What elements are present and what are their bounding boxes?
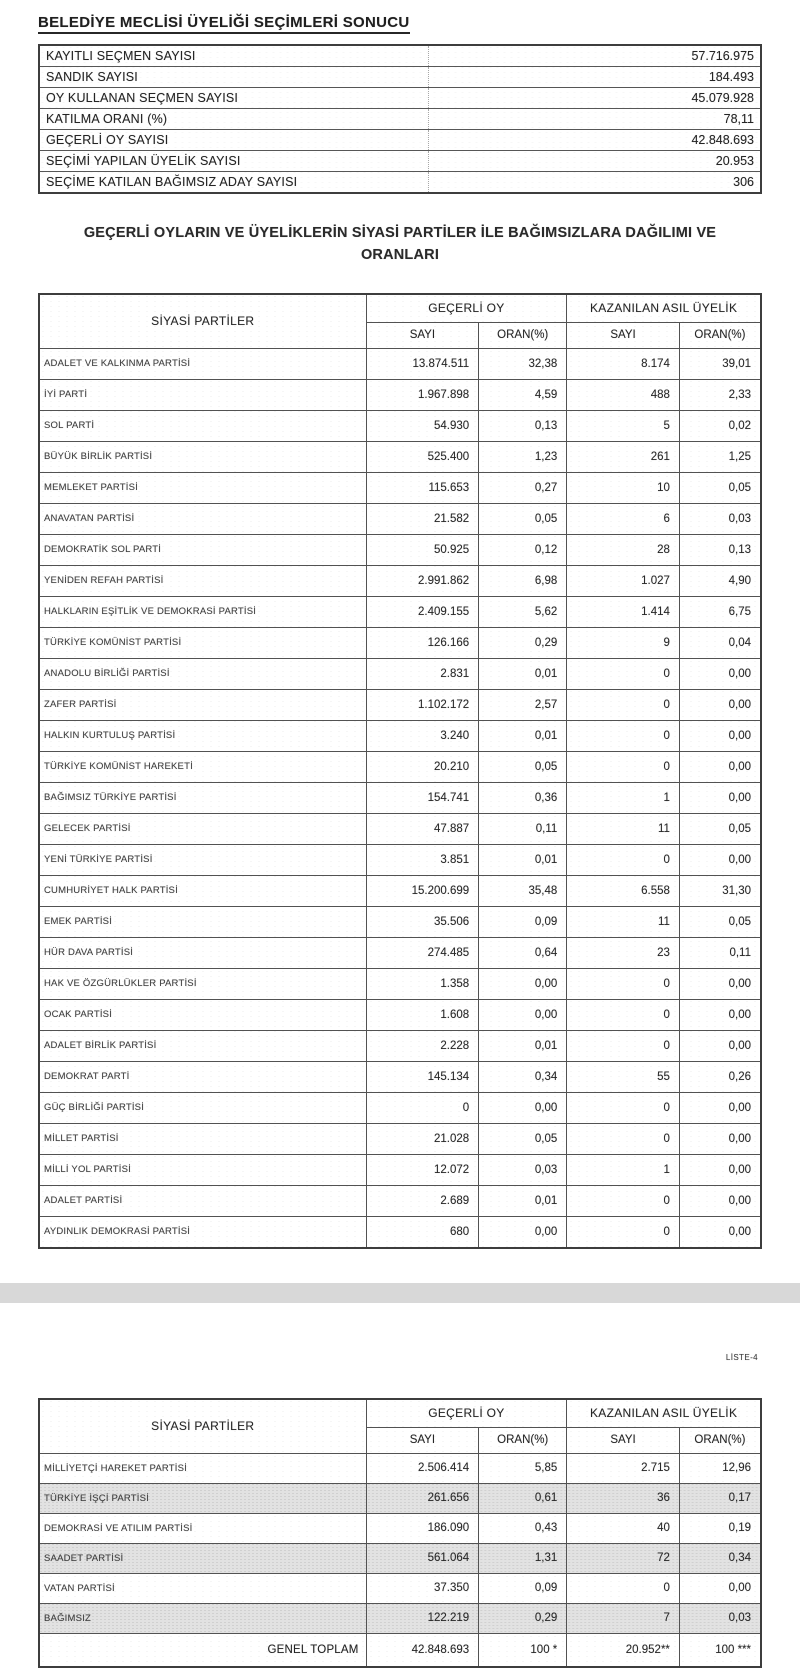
party-row — [39, 1185, 761, 1216]
value-cell: 525.400 — [366, 441, 479, 472]
value-cell: 0,17 — [679, 1483, 761, 1513]
value-cell: 0,34 — [479, 1061, 567, 1092]
value-cell: 0,61 — [479, 1483, 567, 1513]
column-header-votes-count: SAYI — [366, 1427, 479, 1453]
value-cell: 261 — [567, 441, 680, 472]
value-cell: 36 — [567, 1483, 680, 1513]
value-cell: 2,33 — [679, 379, 761, 410]
results-table-1-header — [39, 294, 761, 349]
value-cell: 0,00 — [479, 1092, 567, 1123]
value-cell: 1.102.172 — [366, 689, 479, 720]
party-name: CUMHURİYET HALK PARTİSİ — [39, 875, 366, 906]
value-cell: 15.200.699 — [366, 875, 479, 906]
value-cell: 1.414 — [567, 596, 680, 627]
party-row — [39, 410, 761, 441]
party-row — [39, 906, 761, 937]
party-name: VATAN PARTİSİ — [39, 1573, 366, 1603]
party-name: MEMLEKET PARTİSİ — [39, 472, 366, 503]
party-row — [39, 1453, 761, 1483]
summary-table — [38, 44, 762, 194]
party-name: GÜÇ BİRLİĞİ PARTİSİ — [39, 1092, 366, 1123]
summary-row — [39, 45, 761, 67]
grand-total-votes-ratio: 100 * — [479, 1633, 567, 1667]
value-cell: 0,01 — [479, 720, 567, 751]
party-name: ZAFER PARTİSİ — [39, 689, 366, 720]
party-name: TÜRKİYE İŞÇİ PARTİSİ — [39, 1483, 366, 1513]
summary-row — [39, 88, 761, 109]
party-row — [39, 658, 761, 689]
party-row — [39, 1603, 761, 1633]
party-row — [39, 534, 761, 565]
value-cell: 0,01 — [479, 658, 567, 689]
value-cell: 8.174 — [567, 348, 680, 379]
value-cell: 0 — [567, 1216, 680, 1248]
results-table-1 — [38, 293, 762, 1249]
summary-row-label: SEÇİMİ YAPILAN ÜYELİK SAYISI — [39, 151, 429, 172]
value-cell: 0,01 — [479, 1185, 567, 1216]
column-header-votes-count: SAYI — [366, 322, 479, 348]
summary-row-label: SEÇİME KATILAN BAĞIMSIZ ADAY SAYISI — [39, 172, 429, 194]
value-cell: 0 — [567, 689, 680, 720]
summary-row-value: 20.953 — [429, 151, 761, 172]
column-header-party: SİYASİ PARTİLER — [39, 294, 366, 349]
summary-table-body — [39, 45, 761, 193]
value-cell: 3.240 — [366, 720, 479, 751]
column-header-seats-ratio: ORAN(%) — [679, 1427, 761, 1453]
party-row — [39, 379, 761, 410]
value-cell: 274.485 — [366, 937, 479, 968]
column-header-seats-count: SAYI — [567, 322, 680, 348]
value-cell: 5 — [567, 410, 680, 441]
value-cell: 0,36 — [479, 782, 567, 813]
value-cell: 4,59 — [479, 379, 567, 410]
list-number-label: LİSTE-4 — [725, 1352, 758, 1362]
summary-row-value: 45.079.928 — [429, 88, 761, 109]
value-cell: 1 — [567, 782, 680, 813]
party-row — [39, 937, 761, 968]
summary-row-label: OY KULLANAN SEÇMEN SAYISI — [39, 88, 429, 109]
party-name: DEMOKRATİK SOL PARTİ — [39, 534, 366, 565]
value-cell: 31,30 — [679, 875, 761, 906]
party-name: SAADET PARTİSİ — [39, 1543, 366, 1573]
column-group-won-seats: KAZANILAN ASIL ÜYELİK — [567, 1399, 761, 1428]
value-cell: 11 — [567, 813, 680, 844]
party-name: BAĞIMSIZ — [39, 1603, 366, 1633]
column-header-votes-ratio: ORAN(%) — [479, 322, 567, 348]
party-name: MİLLİYETÇİ HAREKET PARTİSİ — [39, 1453, 366, 1483]
value-cell: 186.090 — [366, 1513, 479, 1543]
party-row — [39, 782, 761, 813]
value-cell: 0,29 — [479, 627, 567, 658]
summary-row — [39, 151, 761, 172]
party-name: BAĞIMSIZ TÜRKİYE PARTİSİ — [39, 782, 366, 813]
summary-row-value: 78,11 — [429, 109, 761, 130]
value-cell: 1,23 — [479, 441, 567, 472]
value-cell: 122.219 — [366, 1603, 479, 1633]
value-cell: 47.887 — [366, 813, 479, 844]
value-cell: 20.210 — [366, 751, 479, 782]
party-row — [39, 1123, 761, 1154]
grand-total-seats-ratio: 100 *** — [679, 1633, 761, 1667]
party-row — [39, 1092, 761, 1123]
value-cell: 0,05 — [679, 472, 761, 503]
value-cell: 488 — [567, 379, 680, 410]
value-cell: 0,09 — [479, 1573, 567, 1603]
value-cell: 2,57 — [479, 689, 567, 720]
party-row — [39, 1030, 761, 1061]
party-row — [39, 1216, 761, 1248]
value-cell: 55 — [567, 1061, 680, 1092]
summary-row-value: 306 — [429, 172, 761, 194]
value-cell: 2.831 — [366, 658, 479, 689]
value-cell: 0,29 — [479, 1603, 567, 1633]
value-cell: 0 — [567, 1123, 680, 1154]
party-row — [39, 1573, 761, 1603]
party-row — [39, 751, 761, 782]
party-row — [39, 1061, 761, 1092]
summary-row — [39, 67, 761, 88]
column-group-valid-votes: GEÇERLİ OY — [366, 294, 567, 323]
value-cell: 145.134 — [366, 1061, 479, 1092]
value-cell: 0,05 — [679, 906, 761, 937]
value-cell: 680 — [366, 1216, 479, 1248]
value-cell: 4,90 — [679, 565, 761, 596]
value-cell: 0,00 — [479, 1216, 567, 1248]
value-cell: 0,01 — [479, 1030, 567, 1061]
value-cell: 2.228 — [366, 1030, 479, 1061]
summary-row — [39, 172, 761, 194]
value-cell: 0,03 — [679, 1603, 761, 1633]
summary-row — [39, 130, 761, 151]
grand-total-row — [39, 1633, 761, 1667]
party-name: ADALET PARTİSİ — [39, 1185, 366, 1216]
value-cell: 12,96 — [679, 1453, 761, 1483]
party-name: MİLLET PARTİSİ — [39, 1123, 366, 1154]
value-cell: 37.350 — [366, 1573, 479, 1603]
value-cell: 40 — [567, 1513, 680, 1543]
party-row — [39, 627, 761, 658]
value-cell: 35,48 — [479, 875, 567, 906]
column-header-seats-count: SAYI — [567, 1427, 680, 1453]
value-cell: 50.925 — [366, 534, 479, 565]
value-cell: 0,12 — [479, 534, 567, 565]
value-cell: 0,00 — [679, 1123, 761, 1154]
value-cell: 0 — [567, 658, 680, 689]
value-cell: 0,11 — [679, 937, 761, 968]
party-row — [39, 844, 761, 875]
results-table-2-body — [39, 1453, 761, 1633]
value-cell: 6.558 — [567, 875, 680, 906]
value-cell: 10 — [567, 472, 680, 503]
party-name: AYDINLIK DEMOKRASİ PARTİSİ — [39, 1216, 366, 1248]
value-cell: 0 — [567, 968, 680, 999]
results-table-2 — [38, 1398, 762, 1668]
value-cell: 5,62 — [479, 596, 567, 627]
value-cell: 0,00 — [679, 782, 761, 813]
value-cell: 13.874.511 — [366, 348, 479, 379]
party-row — [39, 441, 761, 472]
value-cell: 0 — [567, 1030, 680, 1061]
value-cell: 1.027 — [567, 565, 680, 596]
party-name: HÜR DAVA PARTİSİ — [39, 937, 366, 968]
value-cell: 0,00 — [679, 1216, 761, 1248]
value-cell: 0,00 — [679, 689, 761, 720]
summary-row-value: 57.716.975 — [429, 45, 761, 67]
party-row — [39, 503, 761, 534]
party-row — [39, 472, 761, 503]
results-table-1-body — [39, 348, 761, 1248]
value-cell: 0 — [567, 720, 680, 751]
value-cell: 12.072 — [366, 1154, 479, 1185]
party-row — [39, 565, 761, 596]
results-subtitle-line2: ORANLARI — [360, 247, 440, 264]
party-name: YENİ TÜRKİYE PARTİSİ — [39, 844, 366, 875]
grand-total-seats-count: 20.952** — [567, 1633, 680, 1667]
value-cell: 2.991.862 — [366, 565, 479, 596]
value-cell: 561.064 — [366, 1543, 479, 1573]
party-name: EMEK PARTİSİ — [39, 906, 366, 937]
value-cell: 0,00 — [679, 1030, 761, 1061]
value-cell: 0,00 — [679, 658, 761, 689]
value-cell: 6 — [567, 503, 680, 534]
value-cell: 6,98 — [479, 565, 567, 596]
summary-row-label: KAYITLI SEÇMEN SAYISI — [39, 45, 429, 67]
summary-row-value: 184.493 — [429, 67, 761, 88]
value-cell: 2.715 — [567, 1453, 680, 1483]
value-cell: 0,05 — [679, 813, 761, 844]
value-cell: 35.506 — [366, 906, 479, 937]
value-cell: 0,00 — [679, 968, 761, 999]
grand-total-label: GENEL TOPLAM — [39, 1633, 366, 1667]
value-cell: 1,31 — [479, 1543, 567, 1573]
value-cell: 0,64 — [479, 937, 567, 968]
results-subtitle — [32, 222, 768, 267]
party-name: MİLLİ YOL PARTİSİ — [39, 1154, 366, 1185]
value-cell: 1.358 — [366, 968, 479, 999]
value-cell: 2.506.414 — [366, 1453, 479, 1483]
column-group-valid-votes: GEÇERLİ OY — [366, 1399, 567, 1428]
value-cell: 0 — [567, 1185, 680, 1216]
party-row — [39, 875, 761, 906]
party-name: ANAVATAN PARTİSİ — [39, 503, 366, 534]
summary-row-label: GEÇERLİ OY SAYISI — [39, 130, 429, 151]
summary-row-value: 42.848.693 — [429, 130, 761, 151]
value-cell: 1.967.898 — [366, 379, 479, 410]
value-cell: 2.409.155 — [366, 596, 479, 627]
value-cell: 0,09 — [479, 906, 567, 937]
value-cell: 0,13 — [479, 410, 567, 441]
party-row — [39, 999, 761, 1030]
value-cell: 6,75 — [679, 596, 761, 627]
results-subtitle-line1: GEÇERLİ OYLARIN VE ÜYELİKLERİN SİYASİ PARTİLER İLE BAĞIMSIZLARA DAĞILIMI VE — [83, 225, 717, 241]
value-cell: 0,27 — [479, 472, 567, 503]
value-cell: 5,85 — [479, 1453, 567, 1483]
value-cell: 0,43 — [479, 1513, 567, 1543]
value-cell: 0 — [567, 999, 680, 1030]
value-cell: 0 — [567, 1092, 680, 1123]
value-cell: 0,00 — [679, 1573, 761, 1603]
party-name: BÜYÜK BİRLİK PARTİSİ — [39, 441, 366, 472]
value-cell: 154.741 — [366, 782, 479, 813]
value-cell: 0,05 — [479, 1123, 567, 1154]
party-name: ANADOLU BİRLİĞİ PARTİSİ — [39, 658, 366, 689]
value-cell: 54.930 — [366, 410, 479, 441]
value-cell: 1 — [567, 1154, 680, 1185]
party-name: GELECEK PARTİSİ — [39, 813, 366, 844]
value-cell: 0,04 — [679, 627, 761, 658]
value-cell: 3.851 — [366, 844, 479, 875]
page-title — [0, 0, 800, 34]
party-row — [39, 968, 761, 999]
value-cell: 0,00 — [679, 1185, 761, 1216]
value-cell: 1,25 — [679, 441, 761, 472]
value-cell: 0,00 — [679, 1092, 761, 1123]
results-table-2-header — [39, 1399, 761, 1454]
party-name: ADALET VE KALKINMA PARTİSİ — [39, 348, 366, 379]
value-cell: 261.656 — [366, 1483, 479, 1513]
party-row — [39, 1513, 761, 1543]
value-cell: 0,05 — [479, 751, 567, 782]
column-header-seats-ratio: ORAN(%) — [679, 322, 761, 348]
party-row — [39, 813, 761, 844]
value-cell: 0,00 — [479, 968, 567, 999]
value-cell: 0 — [567, 844, 680, 875]
value-cell: 0 — [567, 1573, 680, 1603]
party-name: SOL PARTİ — [39, 410, 366, 441]
party-name: HALKLARIN EŞİTLİK VE DEMOKRASİ PARTİSİ — [39, 596, 366, 627]
summary-row-label: SANDIK SAYISI — [39, 67, 429, 88]
party-row — [39, 720, 761, 751]
party-row — [39, 348, 761, 379]
value-cell: 0,02 — [679, 410, 761, 441]
value-cell: 0,34 — [679, 1543, 761, 1573]
column-header-party: SİYASİ PARTİLER — [39, 1399, 366, 1454]
party-name: DEMOKRAT PARTİ — [39, 1061, 366, 1092]
value-cell: 28 — [567, 534, 680, 565]
value-cell: 21.582 — [366, 503, 479, 534]
summary-row — [39, 109, 761, 130]
value-cell: 23 — [567, 937, 680, 968]
value-cell: 39,01 — [679, 348, 761, 379]
value-cell: 0 — [366, 1092, 479, 1123]
party-row — [39, 1154, 761, 1185]
value-cell: 1.608 — [366, 999, 479, 1030]
value-cell: 0,00 — [679, 751, 761, 782]
value-cell: 115.653 — [366, 472, 479, 503]
party-name: HALKIN KURTULUŞ PARTİSİ — [39, 720, 366, 751]
value-cell: 32,38 — [479, 348, 567, 379]
party-row — [39, 1543, 761, 1573]
value-cell: 0,13 — [679, 534, 761, 565]
value-cell: 0,00 — [479, 999, 567, 1030]
value-cell: 0,03 — [479, 1154, 567, 1185]
value-cell: 7 — [567, 1603, 680, 1633]
value-cell: 0,00 — [679, 1154, 761, 1185]
party-name: TÜRKİYE KOMÜNİST HAREKETİ — [39, 751, 366, 782]
page-title-text: BELEDİYE MECLİSİ ÜYELİĞİ SEÇİMLERİ SONUCU — [38, 14, 410, 34]
party-name: OCAK PARTİSİ — [39, 999, 366, 1030]
value-cell: 11 — [567, 906, 680, 937]
value-cell: 0,05 — [479, 503, 567, 534]
value-cell: 0,00 — [679, 844, 761, 875]
value-cell: 0,01 — [479, 844, 567, 875]
party-name: TÜRKİYE KOMÜNİST PARTİSİ — [39, 627, 366, 658]
value-cell: 0,26 — [679, 1061, 761, 1092]
party-name: HAK VE ÖZGÜRLÜKLER PARTİSİ — [39, 968, 366, 999]
party-row — [39, 1483, 761, 1513]
value-cell: 126.166 — [366, 627, 479, 658]
column-header-votes-ratio: ORAN(%) — [479, 1427, 567, 1453]
party-name: ADALET BİRLİK PARTİSİ — [39, 1030, 366, 1061]
value-cell: 72 — [567, 1543, 680, 1573]
party-row — [39, 689, 761, 720]
value-cell: 2.689 — [366, 1185, 479, 1216]
grand-total-votes-count: 42.848.693 — [366, 1633, 479, 1667]
value-cell: 21.028 — [366, 1123, 479, 1154]
party-row — [39, 596, 761, 627]
column-group-won-seats: KAZANILAN ASIL ÜYELİK — [567, 294, 761, 323]
summary-row-label: KATILMA ORANI (%) — [39, 109, 429, 130]
value-cell: 0,00 — [679, 720, 761, 751]
value-cell: 0 — [567, 751, 680, 782]
value-cell: 0,03 — [679, 503, 761, 534]
party-name: YENİDEN REFAH PARTİSİ — [39, 565, 366, 596]
party-name: DEMOKRASİ VE ATILIM PARTİSİ — [39, 1513, 366, 1543]
value-cell: 0,00 — [679, 999, 761, 1030]
page-break-band — [0, 1283, 800, 1303]
party-name: İYİ PARTİ — [39, 379, 366, 410]
value-cell: 9 — [567, 627, 680, 658]
value-cell: 0,19 — [679, 1513, 761, 1543]
value-cell: 0,11 — [479, 813, 567, 844]
